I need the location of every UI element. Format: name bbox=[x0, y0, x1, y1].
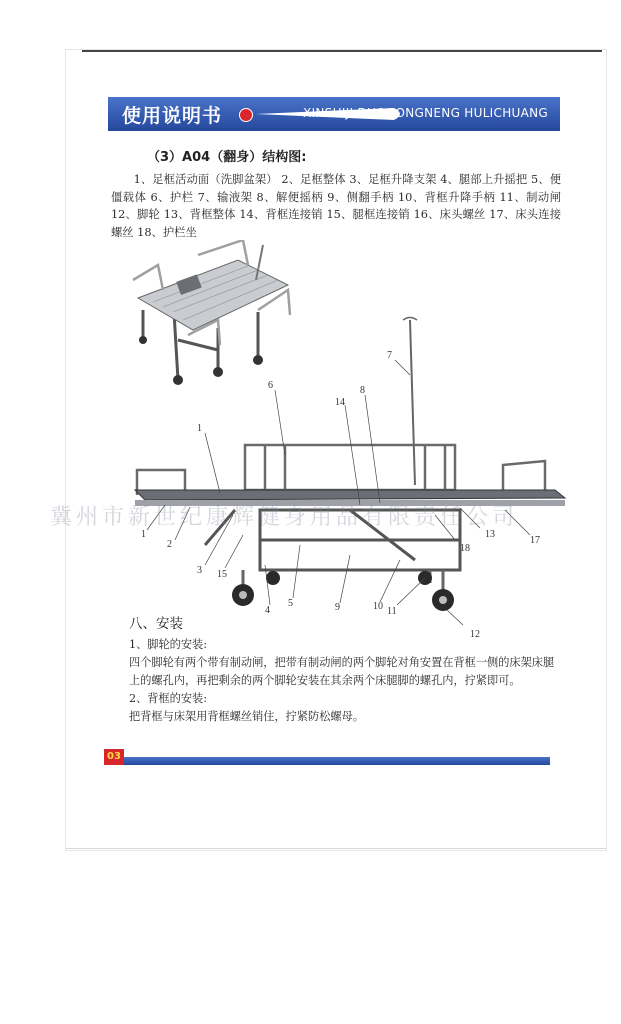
red-dot-icon bbox=[239, 108, 253, 122]
label-2: 2 bbox=[167, 539, 172, 550]
label-12: 12 bbox=[470, 629, 480, 640]
label-17: 17 bbox=[530, 535, 540, 546]
page-number: 03 bbox=[104, 749, 124, 765]
install-item1-title: 1、脚轮的安装: bbox=[129, 638, 208, 651]
label-8: 8 bbox=[360, 385, 365, 396]
label-1: 1 bbox=[197, 423, 202, 434]
label-11: 11 bbox=[387, 606, 397, 617]
parts-list: 1、足框活动面（洗脚盆架） 2、足框整体 3、足框升降支架 4、腿部上升摇把 5、便僵载体 6、护栏 7、输液架 8、解便摇柄 9、侧翻手柄 10、背框升降手柄 11、制动闸 12、脚轮 13、背框整体 14、背框连接销 15、腿框连接销 16、床头螺丝 17、床头连接螺丝 18、护栏坐 bbox=[111, 173, 561, 239]
label-3: 3 bbox=[197, 565, 202, 576]
label-5: 5 bbox=[288, 598, 293, 609]
install-item2-title: 2、背框的安装: bbox=[129, 692, 208, 705]
label-7: 7 bbox=[387, 350, 392, 361]
label-4: 4 bbox=[265, 605, 270, 616]
header-banner bbox=[108, 97, 560, 131]
manual-subtitle: XINSHIJI DUOGONGNENG HULICHUANG bbox=[303, 106, 548, 120]
label-9: 9 bbox=[335, 602, 340, 613]
label-14: 14 bbox=[335, 397, 345, 408]
label-13: 13 bbox=[485, 529, 495, 540]
label-10: 10 bbox=[373, 601, 383, 612]
install-item2-text: 把背框与床架用背框螺丝销住，拧紧防松螺母。 bbox=[129, 710, 364, 723]
label-18: 18 bbox=[460, 543, 470, 554]
watermark: 冀州市新世纪康辉健身用品有限责任公司 bbox=[50, 505, 519, 530]
manual-title: 使用说明书 bbox=[122, 105, 223, 127]
footer-bar bbox=[104, 757, 550, 765]
label-15: 15 bbox=[217, 569, 227, 580]
label-6: 6 bbox=[268, 380, 273, 391]
install-item1-text: 四个脚轮有两个带有制动闸，把带有制动闸的两个脚轮对角安置在背框一侧的床架床腿上的螺孔内，再把剩余的两个脚轮安装在其余两个床腿脚的螺孔内，拧紧即可。 bbox=[129, 656, 555, 687]
top-rule bbox=[82, 50, 602, 52]
install-heading: 八、安装 bbox=[129, 616, 183, 632]
label-1b: 1 bbox=[141, 529, 146, 540]
structure-diagram bbox=[125, 315, 575, 645]
structure-title: （3）A04（翻身）结构图: bbox=[147, 150, 307, 165]
page-bottom-edge bbox=[66, 848, 606, 849]
